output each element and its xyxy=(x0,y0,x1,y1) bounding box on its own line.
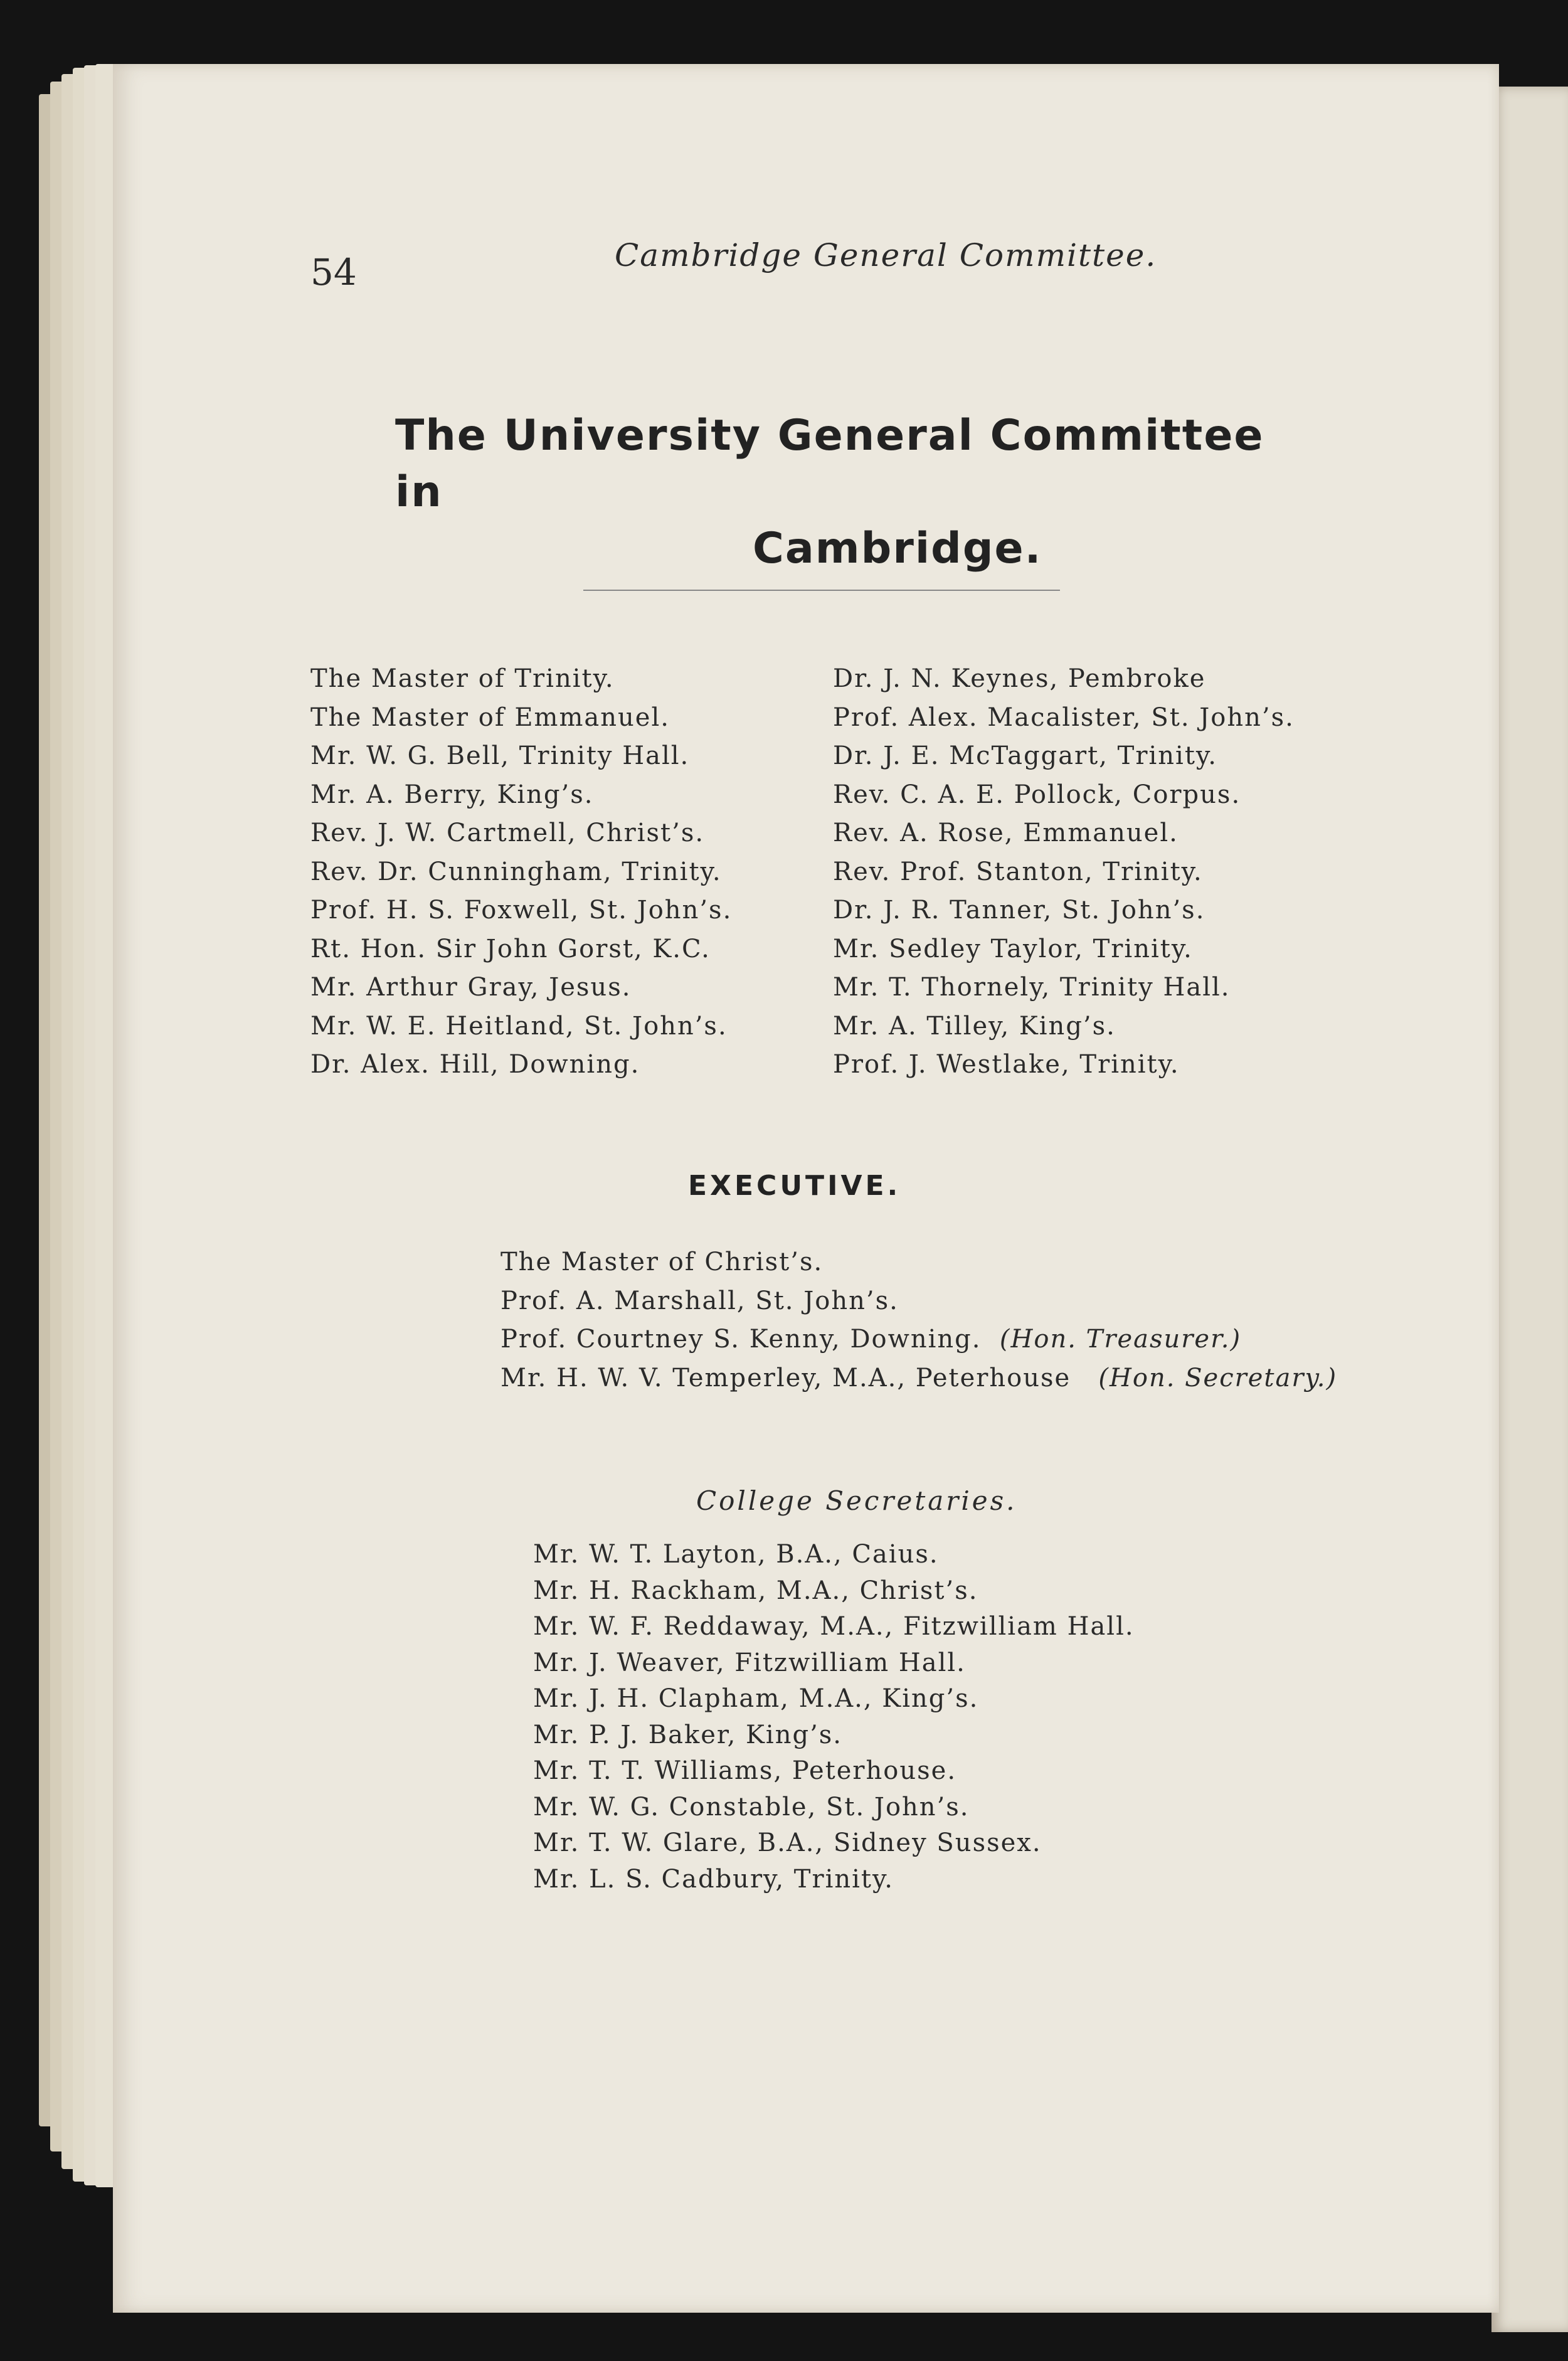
executive-member-name: Prof. Courtney S. Kenny, Downing. xyxy=(501,1325,982,1354)
committee-member: Mr. A. Tilley, King’s. xyxy=(833,1011,1116,1041)
committee-member: Mr. W. E. Heitland, St. John’s. xyxy=(310,1011,728,1041)
committee-member: Mr. Arthur Gray, Jesus. xyxy=(310,973,632,1002)
committee-member: Prof. J. Westlake, Trinity. xyxy=(833,1050,1180,1079)
committee-member: Rt. Hon. Sir John Gorst, K.C. xyxy=(310,934,711,963)
executive-list xyxy=(501,1243,1337,1398)
committee-member: Rev. Prof. Stanton, Trinity. xyxy=(833,857,1203,886)
college-secretaries-heading: College Secretaries. xyxy=(696,1485,1017,1516)
facing-page-edge xyxy=(1491,87,1568,2332)
college-secretary: Mr. T. T. Williams, Peterhouse. xyxy=(533,1756,957,1785)
committee-member: Mr. A. Berry, King’s. xyxy=(310,780,594,809)
page-title-line-2: Cambridge. xyxy=(753,524,1042,573)
college-secretary: Mr. L. S. Cadbury, Trinity. xyxy=(533,1864,894,1894)
committee-member: The Master of Emmanuel. xyxy=(310,703,670,732)
college-secretary: Mr. W. G. Constable, St. John’s. xyxy=(533,1792,970,1822)
executive-member xyxy=(501,1243,1337,1282)
college-secretary: Mr. J. H. Clapham, M.A., King’s. xyxy=(533,1684,979,1713)
committee-member: Mr. Sedley Taylor, Trinity. xyxy=(833,934,1193,963)
college-secretary: Mr. J. Weaver, Fitzwilliam Hall. xyxy=(533,1648,966,1677)
committee-member: Dr. J. N. Keynes, Pembroke xyxy=(833,664,1206,693)
college-secretary: Mr. P. J. Baker, King’s. xyxy=(533,1720,843,1749)
running-head: Cambridge General Committee. xyxy=(615,237,1157,273)
executive-heading: EXECUTIVE. xyxy=(688,1170,901,1202)
executive-member xyxy=(501,1320,1337,1359)
committee-right-column xyxy=(833,660,1295,1085)
executive-member xyxy=(501,1359,1337,1398)
committee-member: Mr. T. Thornely, Trinity Hall. xyxy=(833,973,1231,1002)
committee-member: Dr. J. E. McTaggart, Trinity. xyxy=(833,741,1217,770)
page-title xyxy=(376,408,1317,577)
college-secretary: Mr. H. Rackham, M.A., Christ’s. xyxy=(533,1576,978,1605)
executive-member-name: Prof. A. Marshall, St. John’s. xyxy=(501,1286,899,1315)
committee-member: The Master of Trinity. xyxy=(310,664,615,693)
executive-member-role: (Hon. Secretary.) xyxy=(1098,1363,1338,1393)
committee-member: Dr. Alex. Hill, Downing. xyxy=(310,1050,640,1079)
executive-member-name: The Master of Christ’s. xyxy=(501,1248,824,1276)
committee-member: Rev. C. A. E. Pollock, Corpus. xyxy=(833,780,1241,809)
college-secretary: Mr. W. T. Layton, B.A., Caius. xyxy=(533,1540,939,1569)
executive-member-role: (Hon. Treasurer.) xyxy=(999,1325,1242,1354)
committee-member: Mr. W. G. Bell, Trinity Hall. xyxy=(310,741,690,770)
page-title-line-1: The University General Committee in xyxy=(395,411,1264,517)
college-secretaries-list xyxy=(533,1537,1135,1897)
committee-member: Rev. A. Rose, Emmanuel. xyxy=(833,819,1179,847)
page-number: 54 xyxy=(310,251,357,294)
committee-member: Rev. J. W. Cartmell, Christ’s. xyxy=(310,819,705,847)
committee-member: Rev. Dr. Cunningham, Trinity. xyxy=(310,857,722,886)
committee-member: Prof. Alex. Macalister, St. John’s. xyxy=(833,703,1295,732)
committee-member: Prof. H. S. Foxwell, St. John’s. xyxy=(310,896,733,925)
executive-member xyxy=(501,1282,1337,1321)
committee-left-column xyxy=(310,660,732,1085)
divider xyxy=(583,590,1060,591)
committee-member: Dr. J. R. Tanner, St. John’s. xyxy=(833,896,1205,925)
executive-member-name: Mr. H. W. V. Temperley, M.A., Peterhouse xyxy=(501,1363,1071,1393)
college-secretary: Mr. T. W. Glare, B.A., Sidney Sussex. xyxy=(533,1828,1042,1857)
college-secretary: Mr. W. F. Reddaway, M.A., Fitzwilliam Hall. xyxy=(533,1612,1135,1641)
